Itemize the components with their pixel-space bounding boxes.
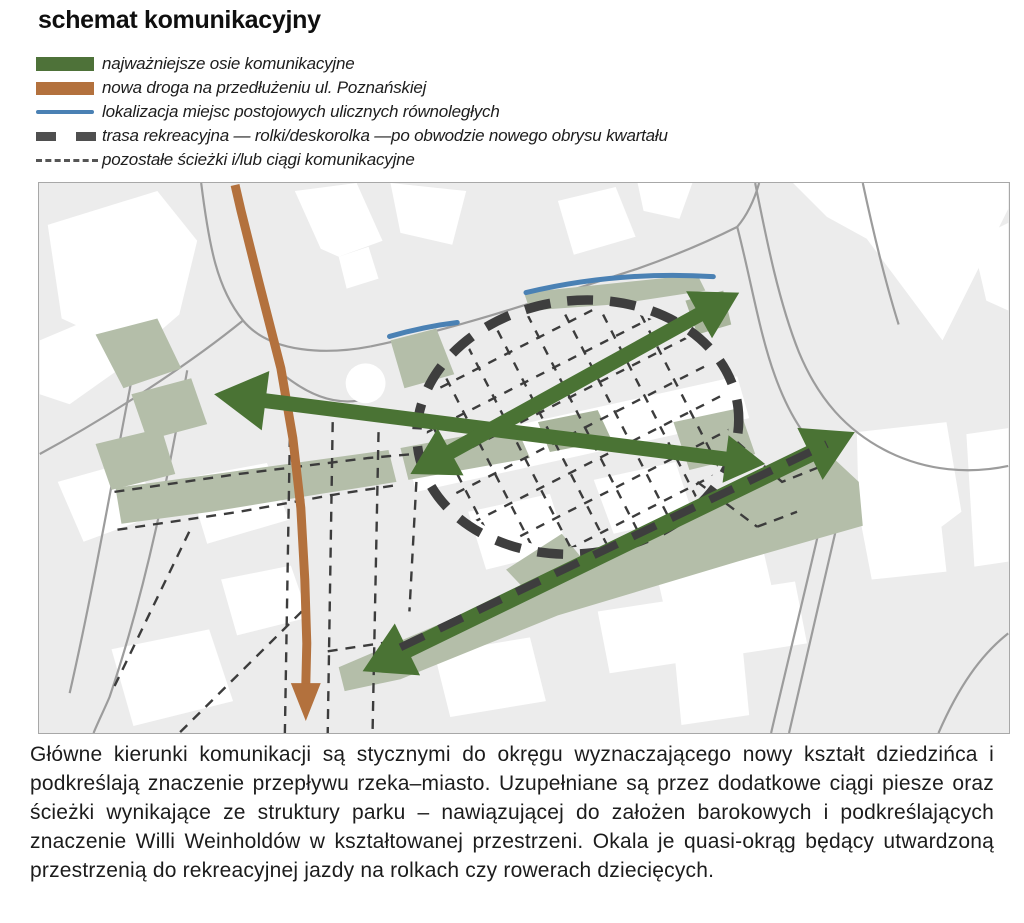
caption: Główne kierunki komunikacji są stycznymi do okręgu wyznaczającego nowy kształt dziedzińca i podkreślają znaczenie przepływu rzeka–miasto. Uzupełniane są przez dodatkowe ciągi piesze oraz ścieżki wynikające ze struktury parku – nawiązującej do założen barokowych i podkreślających znaczenie Willi Weinholdów w kształtowanej przestrzeni. Okala je quasi-okrąg będący utwardzoną przestrzenią do rekreacyjnej jazdy na rolkach czy rowerach dziecięcych. <box>30 743 994 882</box>
roundabout <box>346 363 386 403</box>
legend-label: pozostałe ścieżki i/lub ciągi komunikacyjne <box>102 150 415 169</box>
legend-swatch-other-paths <box>36 159 98 162</box>
legend-label: trasa rekreacyjna — rolki/deskorolka —po obwodzie nowego obrysu kwartału <box>102 126 668 145</box>
legend-swatch-main-axes <box>36 57 94 71</box>
legend-item-street-parking <box>36 100 668 124</box>
map-canvas <box>39 183 1009 733</box>
legend-item-new-road <box>36 76 668 100</box>
legend <box>36 52 668 172</box>
legend-label: lokalizacja miejsc postojowych ulicznych równoległych <box>102 102 500 121</box>
legend-item-other-paths <box>36 148 668 172</box>
legend-swatch-street-parking <box>36 110 94 114</box>
legend-item-main-axes <box>36 52 668 76</box>
legend-swatch-recreation-route <box>36 132 96 141</box>
legend-item-recreation-route <box>36 124 668 148</box>
legend-label: najważniejsze osie komunikacyjne <box>102 54 355 73</box>
legend-label: nowa droga na przedłużeniu ul. Poznańskiej <box>102 78 427 97</box>
page-title: schemat komunikacyjny <box>38 6 321 34</box>
legend-swatch-new-road <box>36 82 94 95</box>
map <box>38 182 1010 734</box>
